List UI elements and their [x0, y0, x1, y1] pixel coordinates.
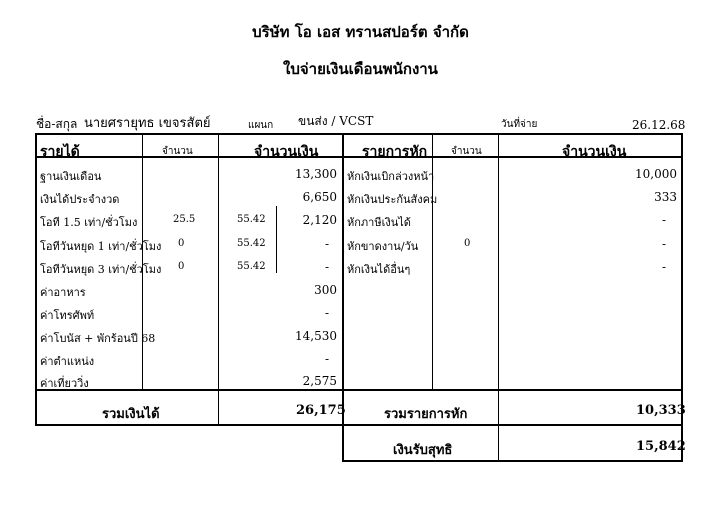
- deduction-amount: -: [661, 213, 666, 227]
- net-pay-divider: [498, 424, 499, 462]
- deduction-qty: 0: [464, 238, 471, 249]
- total-divider: [35, 389, 683, 391]
- income-header: รายได้: [40, 144, 80, 160]
- income-total-label: รวมเงินได้: [102, 407, 160, 422]
- income-rate: 55.42: [237, 261, 266, 272]
- income-amount: 300: [314, 283, 337, 297]
- company-name: บริษัท โอ เอส ทรานสปอร์ต จำกัด: [252, 23, 469, 41]
- deduction-amount: -: [661, 237, 666, 251]
- income-label: ค่าเที่ยววิ่ง: [40, 377, 89, 390]
- income-label: โอทีวันหยุด 3 เท่า/ชั่วโมง: [40, 263, 162, 276]
- income-label: โอทีวันหยุด 1 เท่า/ชั่วโมง: [40, 240, 162, 253]
- income-amount: 6,650: [302, 190, 337, 204]
- income-amount: 13,300: [295, 167, 337, 181]
- income-amount: -: [324, 306, 329, 320]
- department-value: ขนส่ง / VCST: [298, 114, 374, 128]
- income-label: ค่าอาหาร: [40, 286, 86, 299]
- income-label: ค่าโทรศัพท์: [40, 309, 95, 322]
- deduction-label: หักภาษีเงินได้: [347, 216, 411, 229]
- deduction-total-value: 10,333: [636, 403, 686, 418]
- income-label: ฐานเงินเดือน: [40, 170, 102, 183]
- pay-date-value: 26.12.68: [632, 118, 686, 132]
- net-pay-label: เงินรับสุทธิ: [393, 443, 453, 458]
- income-qty-header: จำนวน: [162, 146, 193, 157]
- income-rate: 55.42: [237, 214, 266, 225]
- deduction-amount: 333: [654, 190, 677, 204]
- income-label: โอที 1.5 เท่า/ชั่วโมง: [40, 216, 138, 229]
- income-rate: 55.42: [237, 238, 266, 249]
- income-qty: 0: [178, 238, 185, 249]
- income-amount: -: [324, 260, 329, 274]
- name-label: ชื่อ-สกุล: [36, 117, 78, 131]
- deduction-qty-header: จำนวน: [451, 146, 482, 157]
- deduction-label: หักขาดงาน/วัน: [347, 240, 419, 253]
- income-label: เงินได้ประจำงวด: [40, 193, 120, 206]
- income-label: ค่าตำแหน่ง: [40, 355, 95, 368]
- net-pay-value: 15,842: [636, 439, 686, 454]
- income-amount-header: จำนวนเงิน: [254, 144, 319, 160]
- department-label: แผนก: [248, 120, 274, 131]
- pay-date-label: วันที่จ่าย: [501, 119, 538, 130]
- income-qty: 0: [178, 261, 185, 272]
- deduction-amount: -: [661, 260, 666, 274]
- deduction-amount-header: จำนวนเงิน: [562, 144, 627, 160]
- deduction-label: หักเงินประกันสังคม: [347, 193, 438, 206]
- income-label: ค่าโบนัส + พักร้อนปี 68: [40, 332, 156, 345]
- deduction-header: รายการหัก: [362, 144, 428, 160]
- income-qty: 25.5: [173, 214, 196, 225]
- document-title: ใบจ่ายเงินเดือนพนักงาน: [283, 60, 438, 78]
- col-divider-3: [342, 133, 344, 426]
- income-total-value: 26,175: [296, 403, 346, 418]
- income-amount: 14,530: [295, 329, 337, 343]
- deduction-amount: 10,000: [635, 167, 677, 181]
- employee-name: นายศรายุทธ เขจรสัตย์: [84, 116, 211, 131]
- deduction-total-label: รวมรายการหัก: [384, 407, 468, 422]
- income-amount: -: [324, 352, 329, 366]
- col-divider-5: [498, 133, 499, 426]
- income-amount: 2,120: [302, 213, 337, 227]
- deduction-label: หักเงินได้อื่นๆ: [347, 263, 411, 276]
- income-amount: 2,575: [302, 374, 337, 388]
- income-amount: -: [324, 237, 329, 251]
- deduction-label: หักเงินเบิกล่วงหน้า: [347, 170, 435, 183]
- col-divider-2: [218, 133, 219, 426]
